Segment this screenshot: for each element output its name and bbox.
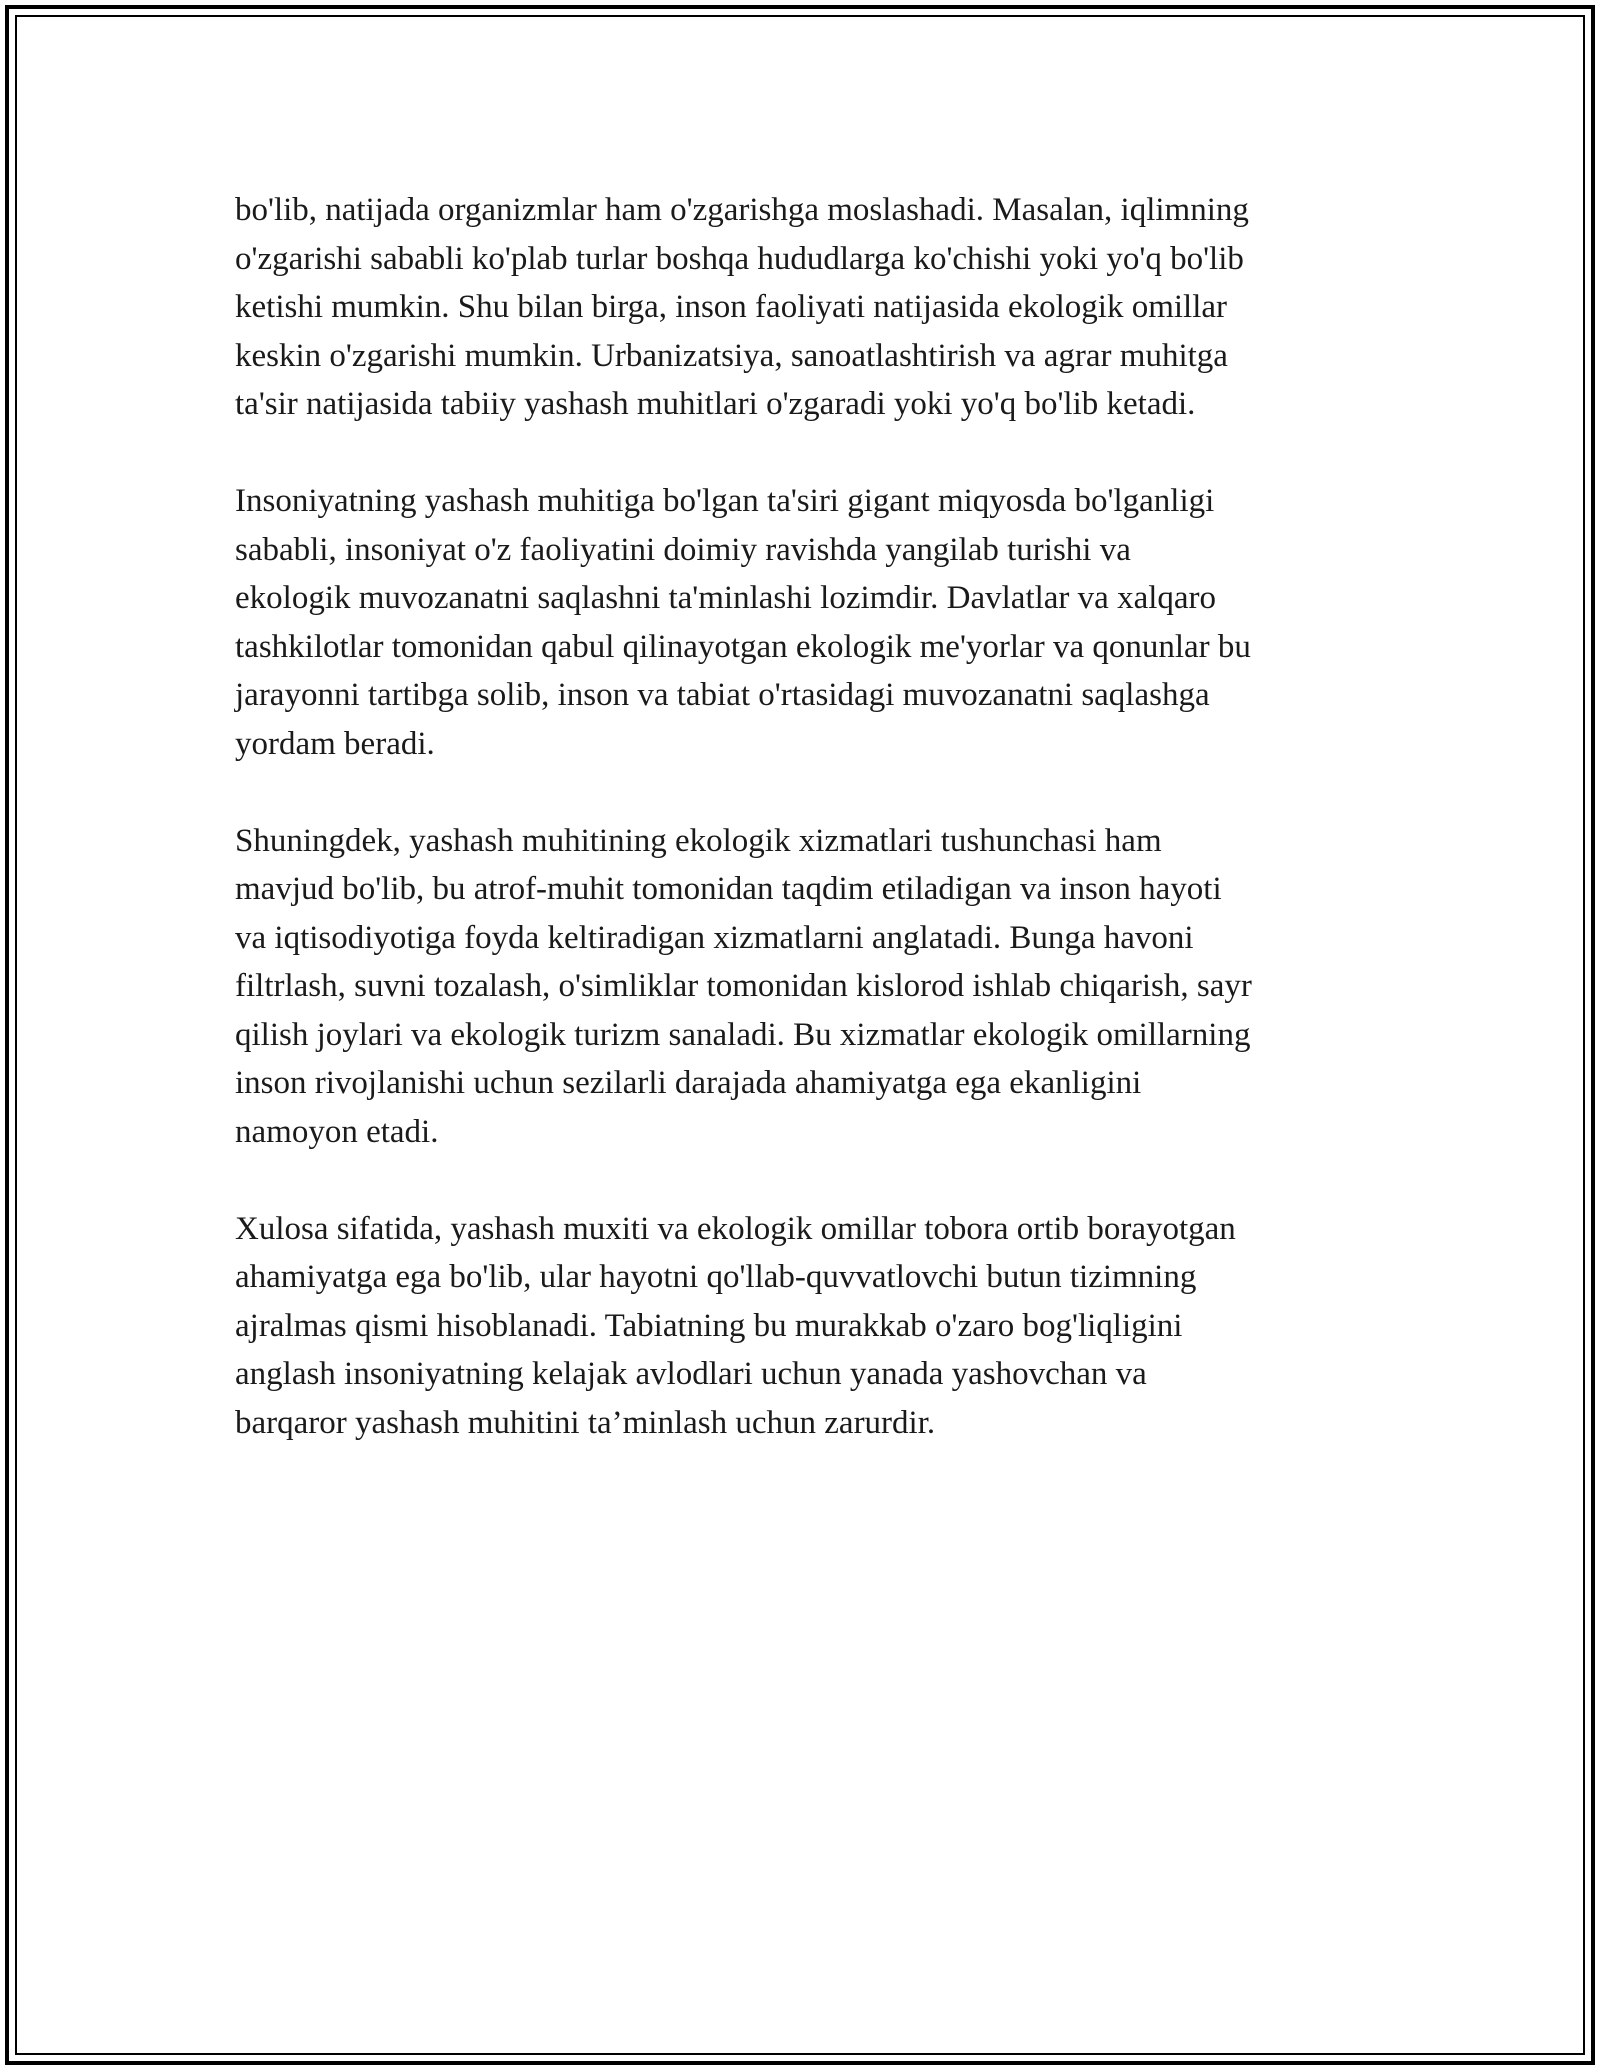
paragraph: Insoniyatning yashash muhitiga bo'lgan ta'siri gigant miqyosda bo'lganligi sababli, insoniyat o'z faoliyatini doimiy ravishda yangilab turishi va ekologik muvozanatni saqlashni ta'minlashi lozimdir. Davlatlar va xalqaro tashkilotlar tomonidan qabul qilinayotgan ekologik me'yorlar va qonunlar bu jarayonni tartibga solib, inson va tabiat o'rtasidagi muvozanatni saqlashga yordam beradi. xyxy=(235,483,1251,762)
paragraph: Xulosa sifatida, yashash muxiti va ekologik omillar tobora ortib borayotgan ahamiyatga ega bo'lib, ular hayotni qo'llab-quvvatlovchi butun tizimning ajralmas qismi hisoblanadi. Tabiatning bu murakkab o'zaro bog'liqligini anglash insoniyatning kelajak avlodlari uchun yanada yashovchan va barqaror yashash muhitini ta’minlash uchun zarurdir. xyxy=(235,1210,1236,1441)
paragraph: Shuningdek, yashash muhitining ekologik xizmatlari tushunchasi ham mavjud bo'lib, bu atrof-muhit tomonidan taqdim etiladigan va inson hayoti va iqtisodiyotiga foyda keltiradigan xizmatlarni anglatadi. Bunga havoni filtrlash, suvni tozalash, o'simliklar tomonidan kislorod ishlab chiqarish, sayr qilish joylari va ekologik turizm sanaladi. Bu xizmatlar ekologik omillarning inson rivojlanishi uchun sezilarli darajada ahamiyatga ega ekanligini namoyon etadi. xyxy=(235,822,1252,1150)
document-body xyxy=(235,186,1375,1496)
paragraph: bo'lib, natijada organizmlar ham o'zgarishga moslashadi. Masalan, iqlimning o'zgarishi sababli ko'plab turlar boshqa hududlarga ko'chishi yoki yo'q bo'lib ketishi mumkin. Shu bilan birga, inson faoliyati natijasida ekologik omillar keskin o'zgarishi mumkin. Urbanizatsiya, sanoatlashtirish va agrar muhitga ta'sir natijasida tabiiy yashash muhitlari o'zgaradi yoki yo'q bo'lib ketadi. xyxy=(235,192,1249,422)
